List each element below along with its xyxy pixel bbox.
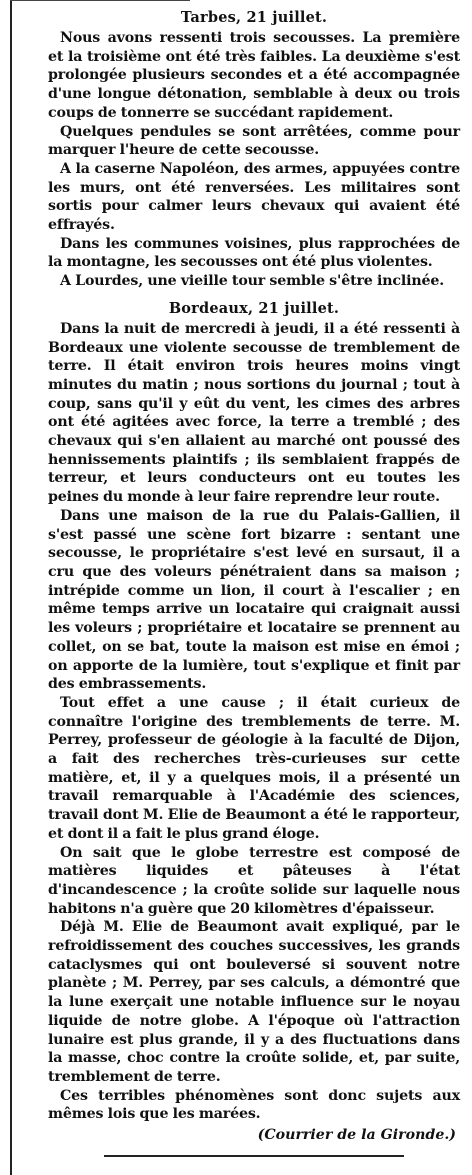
column-rule-top bbox=[10, 0, 190, 1]
end-rule bbox=[104, 1155, 404, 1157]
paragraph: Ces terribles phénomènes sont donc sujets aux mêmes lois que les marées. bbox=[48, 1087, 460, 1123]
paragraph: Quelques pendules se sont arrêtées, comme pour marquer l'heure de cette secousse. bbox=[48, 123, 460, 159]
paragraph: A la caserne Napoléon, des armes, appuyées contre les murs, ont été renversées. Les militaires sont sortis pour calmer leurs chevaux qui avaient été effrayés. bbox=[48, 160, 460, 234]
dateline-bordeaux: Bordeaux, 21 juillet. bbox=[168, 299, 340, 317]
column-rule-left bbox=[10, 0, 12, 1175]
paragraph: Nous avons ressenti trois secousses. La première et la troisième ont été très faibles. La deuxième s'est prolongée plusieurs secondes et a été accompagnée d'une longue détonation, semblable à deux ou trois coups de tonnerre se succédant rapidement. bbox=[48, 30, 460, 121]
paragraph: Déjà M. Elie de Beaumont avait expliqué, par le refroidissement des couches successives, les grands cataclysmes qui ont bouleversé si souvent notre planète ; M. Perrey, par ses calculs, a démontré que la lune exerçait une notable influence sur le noyau liquide de notre globe. A l'époque où l'attraction lunaire est plus grande, il y a des fluctuations dans la masse, choc contre la croûte solide, et, par suite, tremblement de terre. bbox=[48, 919, 460, 1085]
paragraph: On sait que le globe terrestre est composé de matières liquides et pâteuses à l'état d'incandescence ; la croûte solide sur laquelle nous habitons n'a guère que 20 kilomètres d'épaisseur. bbox=[48, 844, 460, 917]
paragraph: Dans les communes voisines, plus rapprochées de la montagne, les secousses ont été plus violentes. bbox=[48, 235, 460, 271]
paragraph: Dans une maison de la rue du Palais-Gallien, il s'est passé une scène fort bizarre : sentant une secousse, le propriétaire s'est levé en sursaut, il a cru que des voleurs pénétraient dans sa maison ; intrépide comme un lion, il court à l'escalier ; en même temps arrive un locataire qui craignait aussi les voleurs ; propriétaire et locataire se prennent au collet, on se bat, toute la maison est mise en émoi ; on apporte de la lumière, tout s'explique et finit par des embrassements. bbox=[48, 507, 460, 693]
dateline-tarbes: Tarbes, 21 juillet. bbox=[180, 9, 328, 26]
paragraph: Tout effet a une cause ; il était curieux de connaître l'origine des tremblements de terre. M. Perrey, professeur de géologie à la faculté de Dijon, a fait des recherches très-curieuses sur cette matière, et, il y a quelques mois, il a présenté un travail remarquable à l'Académie des sciences, travail dont M. Elie de Beaumont a été le rapporteur, et dont il a fait le plus grand éloge. bbox=[48, 694, 460, 842]
paragraph: A Lourdes, une vieille tour semble s'être inclinée. bbox=[60, 273, 445, 290]
paragraph: Dans la nuit de mercredi à jeudi, il a été ressenti à Bordeaux une violente secousse de tremblement de terre. Il était environ trois heures moins vingt minutes du matin ; nous sortions du journal ; tout à coup, sans qu'il y eût du vent, les cimes des arbres ont été agitées avec force, la terre a tremblé ; des chevaux qui s'en allaient au marché ont poussé des hennissements plaintifs ; ils semblaient frappés de terreur, et leurs conducteurs ont eu toutes les peines du monde à leur faire reprendre leur route. bbox=[48, 320, 460, 506]
source-attribution: (Courrier de la Gironde.) bbox=[257, 1127, 456, 1144]
